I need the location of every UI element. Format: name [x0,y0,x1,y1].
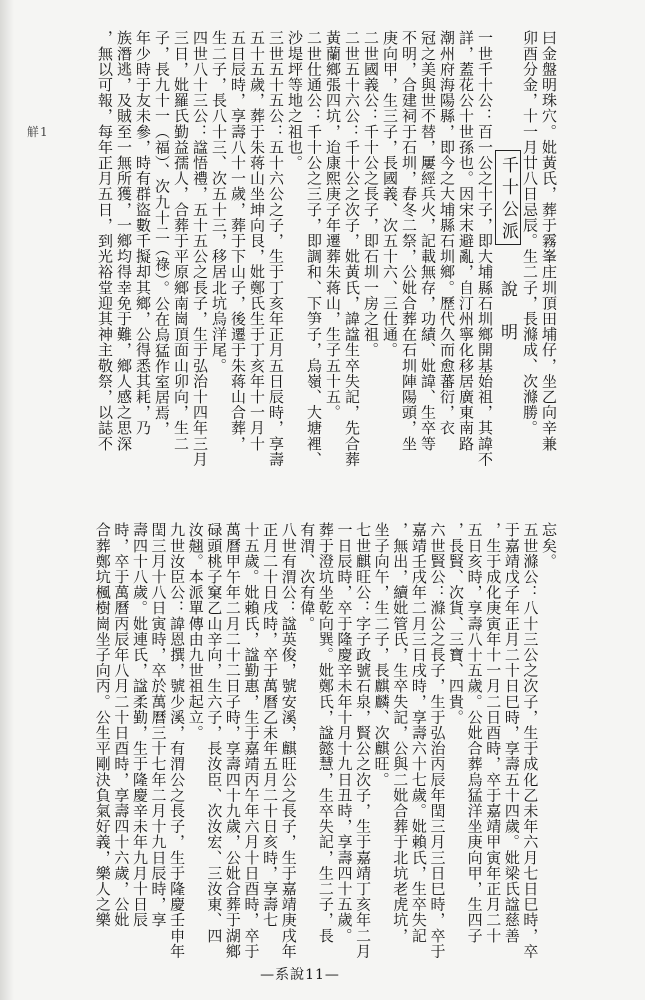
text-column: 十五歲。妣賴氏，諡勤惠，生于嘉靖丙午年六月十日酉時，卒于 [242,522,261,959]
margin-mark: 觧1 [27,125,49,139]
text-column: 時，卒于萬曆丙辰年八月二十日酉時，享壽四十六歲，公妣 [112,522,131,928]
text-column: 七世麒旺公：字子政號石泉，賢公之次子，生于嘉靖丁亥年二月 [354,522,373,959]
text-column: 忘矣。 [540,522,558,569]
text-column: 五日辰時，享壽八十一歲，葬于下山子，後遷于朱蒋山合葬， [229,30,247,452]
text-column: 壽四十八歲。妣連氏，諡柔勤，生于隆慶辛未年九月十日辰 [130,522,149,928]
text-column: 嘉靖壬戌年二月三日戌時，享壽六十七歲。妣賴氏，生卒失記 [409,522,428,944]
text-column: 碌頭桃子窠乙山辛向，生六子，長汝臣、次汝宏、三汝東、四 [205,522,224,944]
section-heading-box: 千十公派 [495,150,521,245]
text-column: 八世有渭公：諡英俊，號安溪，麒旺公之長子，生于嘉靖庚戌年 [279,522,298,959]
section-subtitle: 說明 [497,280,517,366]
text-column: 五十五歲，葬于朱蒋山坐坤向艮，妣鄭氏生于丁亥年十一月十 [248,30,266,452]
text-column: 于嘉靖戊子年正月二十日巳時，享壽五十四歲。妣梁氏諡慈善 [502,522,521,944]
text-column: 閏三月十八日寅時，卒於萬曆三十七年二月十九日辰時，享 [149,522,168,928]
text-column: 一世千十公：百一公之十子，即大埔縣石圳鄉開基始祖，其諱不 [476,30,494,467]
text-column: 四世八十三公：諡悟禮，五十五公之長子，生于弘治十四年三月 [191,30,209,467]
text-column: ，無以可報，每年正月五日，到光裕堂迎其神主敬祭，以誌不 [96,30,114,452]
text-column: 合葬鄭坑楓樹崗坐子向丙。公生平剛決負氣好義，樂人之樂 [93,522,112,928]
text-column: 冠之美與世不替，屢經兵火，記載無存，功績、妣諱、生卒等 [419,30,437,452]
text-column: 三日，妣羅氏勤益孺人，合葬于平原鄉南崗頂面山卯向，生二 [172,30,190,452]
text-column: 汝翹。本派單傳由九世祖起立。 [186,522,205,741]
text-column: 葬于澄坑坐乾向巽。妣鄭氏，諡懿慧，生卒失記，生二子，長 [316,522,335,944]
text-column: 萬曆甲午年二月二十二日子時，享壽四十九歲，公妣合葬于湖鄉 [223,522,242,959]
text-column: ，長賢、次貨、三寶、四貴。 [447,522,466,725]
text-column: 生二子，長八十三、次五十三，移居北坑烏洋尾。 [210,30,228,374]
text-column: 卯酉分金，十一月廿八日忌辰。生二子，長滌成、次滌勝。 [521,30,539,436]
text-column: 五世滌公：八十三公之次子，生于成化乙未年六月七日巳時，卒 [521,522,540,959]
text-column: 沙堤坪等地之祖也。 [286,30,304,171]
text-column: ，無出，續妣管氏，生卒失記，公與二妣合葬于北坑老虎坑， [391,522,410,944]
text-column: 九世汝臣公：諱恩撰，號少溪，有渭公之長子，生于隆慶壬申年 [168,522,187,959]
text-column: 二世國義公：千十公之長子，即石圳一房之祖。 [362,30,380,358]
text-column: 二世仕通公：千十公之三子，即調和、下笋子，烏嶺、大塘裡、 [305,30,323,467]
text-column: 曰金盤明珠穴。妣黃氏，葬于霧峯庄圳頂田埔仔，坐乙向辛兼 [540,30,558,452]
scan-edge-shadow [0,0,14,1000]
text-column: 年少時于友未參，時有群盜數千擬却其鄉，公得悉其耗，乃 [134,30,152,436]
text-column: ，生于成化庚寅年十一月二日酉時，卒于嘉靖甲寅年正月二十 [484,522,503,944]
page-number: —系說11— [260,967,340,983]
text-column: 六世賢公：滌公之長子，生于弘治丙辰年閏三月三日巳時，卒于 [428,522,447,959]
text-column: 一日辰時，卒于隆慶辛未年十月十九日丑時，享壽四十五歲。 [335,522,354,944]
bottom-text-block [93,522,558,967]
text-column: 二世五十六公：千十公之次子，妣黃氏，諱諡生卒失記，先合葬 [343,30,361,467]
text-column: 詳，蓋花公十世孫也。因宋末避亂，自汀州寧化移居廣東南路 [457,30,475,452]
text-column: 潮州府海陽縣，即今之大埔縣石圳鄉。歷代久而愈蕃衍，衣 [438,30,456,436]
text-column: 坐子向午，生二子，長麒麟、次麒旺。 [372,522,391,788]
text-column: 庚向甲，生三子，長國義、次五十六、三仕通。 [381,30,399,358]
text-column: 族潛逃，及賊至一無所獲，一鄉均得幸免于難，鄉人感之思深 [115,30,133,452]
text-column: 不明，合建祠于石圳，春冬二祭，公妣合葬在石圳陣陽頭，坐 [400,30,418,452]
text-column: 五日亥時，享壽八十五歲。公妣合葬烏猛洋坐庚向甲，生四子 [465,522,484,944]
section-heading [494,30,520,475]
text-column: 三世五十五公：五十六公之子，生于丁亥年正月五日辰時，享壽 [267,30,285,467]
top-text-block [95,30,558,475]
text-column: 黃蘭鄉張四坑，迨康熙庚子年遷葬朱蒋山，生子五十五。 [324,30,342,420]
text-column: 正月二十日戌時，卒于萬曆乙未年五月二十日亥時，享壽七 [261,522,280,928]
text-column: 子，長九十一（福）、次九十二（祿）。公在烏猛作室居焉， [153,30,171,437]
text-column: 有渭、次有偉。 [298,522,317,632]
